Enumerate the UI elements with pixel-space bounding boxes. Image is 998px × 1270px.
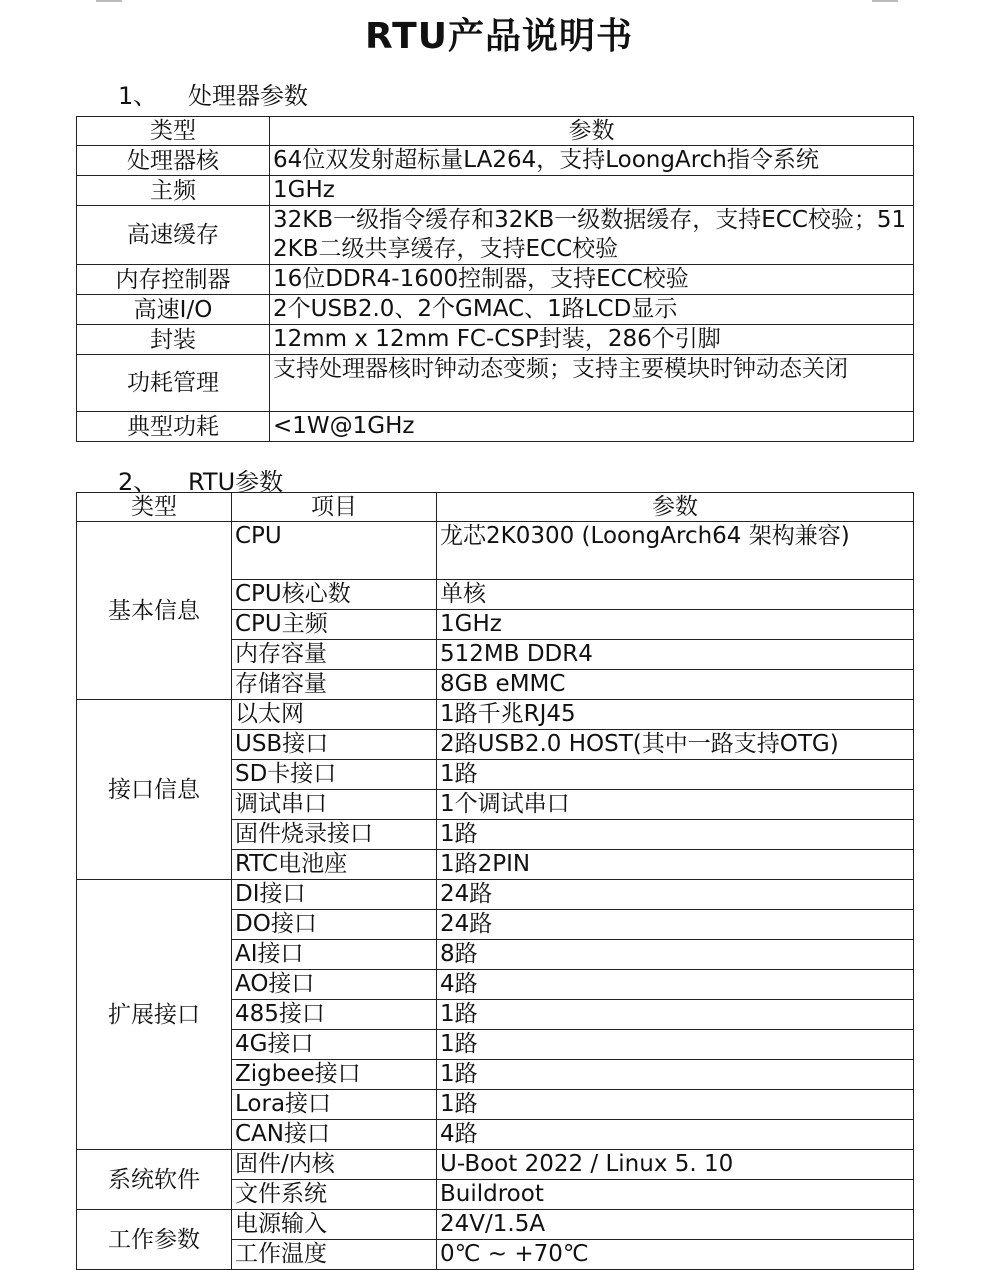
item-cell: DI接口 <box>232 880 437 910</box>
value-cell: U-Boot 2022 / Linux 5. 10 <box>437 1150 914 1180</box>
item-cell: 以太网 <box>232 700 437 730</box>
table-header-row <box>77 493 914 522</box>
value-cell: 24V/1.5A <box>437 1210 914 1240</box>
table-row <box>77 206 914 265</box>
item-cell: AO接口 <box>232 970 437 1000</box>
item-cell: 固件烧录接口 <box>232 820 437 850</box>
type-cell: 功耗管理 <box>77 355 270 412</box>
type-cell: 典型功耗 <box>77 412 270 442</box>
value-cell: 512MB DDR4 <box>437 640 914 670</box>
item-cell: DO接口 <box>232 910 437 940</box>
value-cell: 1路 <box>437 1030 914 1060</box>
value-cell: 4路 <box>437 1120 914 1150</box>
table-row <box>77 265 914 295</box>
value-cell: 8GB eMMC <box>437 670 914 700</box>
header-cell: 参数 <box>270 117 914 146</box>
scan-mark <box>872 0 898 2</box>
type-cell: 高速I/O <box>77 295 270 325</box>
table-row <box>77 176 914 206</box>
item-cell: 内存容量 <box>232 640 437 670</box>
value-cell: 0℃ ~ +70℃ <box>437 1240 914 1270</box>
table-row <box>77 146 914 176</box>
item-cell: RTC电池座 <box>232 850 437 880</box>
value-cell: 1路 <box>437 760 914 790</box>
value-cell: Buildroot <box>437 1180 914 1210</box>
header-cell: 参数 <box>437 493 914 522</box>
header-cell: 类型 <box>77 117 270 146</box>
category-cell: 工作参数 <box>77 1210 232 1270</box>
value-cell: 2路USB2.0 HOST(其中一路支持OTG) <box>437 730 914 760</box>
table-row <box>77 1150 914 1180</box>
type-cell: 主频 <box>77 176 270 206</box>
value-cell: 12mm x 12mm FC-CSP封装，286个引脚 <box>270 325 914 355</box>
item-cell: AI接口 <box>232 940 437 970</box>
item-cell: 电源输入 <box>232 1210 437 1240</box>
value-cell: 16位DDR4-1600控制器，支持ECC校验 <box>270 265 914 295</box>
value-cell: 4路 <box>437 970 914 1000</box>
value-cell: 1路 <box>437 1060 914 1090</box>
item-cell: 4G接口 <box>232 1030 437 1060</box>
value-cell: 支持处理器核时钟动态变频；支持主要模块时钟动态关闭 <box>270 355 914 412</box>
value-cell: 1GHz <box>270 176 914 206</box>
table-row <box>77 522 914 580</box>
processor-params-table <box>76 116 914 442</box>
value-cell: 单核 <box>437 580 914 610</box>
value-cell: 1路 <box>437 1000 914 1030</box>
type-cell: 高速缓存 <box>77 206 270 265</box>
type-cell: 内存控制器 <box>77 265 270 295</box>
value-cell: 1路千兆RJ45 <box>437 700 914 730</box>
item-cell: 文件系统 <box>232 1180 437 1210</box>
section-number: 2、 <box>118 468 158 496</box>
value-cell: 1个调试串口 <box>437 790 914 820</box>
table-row <box>77 325 914 355</box>
value-cell: 1GHz <box>437 610 914 640</box>
value-cell: 64位双发射超标量LA264，支持LoongArch指令系统 <box>270 146 914 176</box>
item-cell: 存储容量 <box>232 670 437 700</box>
item-cell: USB接口 <box>232 730 437 760</box>
table-row <box>77 1210 914 1240</box>
header-cell: 项目 <box>232 493 437 522</box>
value-cell: 1路 <box>437 820 914 850</box>
item-cell: 工作温度 <box>232 1240 437 1270</box>
item-cell: Zigbee接口 <box>232 1060 437 1090</box>
item-cell: 调试串口 <box>232 790 437 820</box>
value-cell: <1W@1GHz <box>270 412 914 442</box>
value-cell: 龙芯2K0300 (LoongArch64 架构兼容) <box>437 522 914 580</box>
section-title: RTU参数 <box>188 468 284 496</box>
item-cell: SD卡接口 <box>232 760 437 790</box>
table-row <box>77 700 914 730</box>
type-cell: 处理器核 <box>77 146 270 176</box>
item-cell: CAN接口 <box>232 1120 437 1150</box>
table-row <box>77 355 914 412</box>
header-cell: 类型 <box>77 493 232 522</box>
value-cell: 24路 <box>437 880 914 910</box>
section-1-heading <box>118 76 308 111</box>
type-cell: 封装 <box>77 325 270 355</box>
category-cell: 接口信息 <box>77 700 232 880</box>
table-row <box>77 295 914 325</box>
table-row <box>77 880 914 910</box>
rtu-params-table <box>76 492 914 1270</box>
category-cell: 扩展接口 <box>77 880 232 1150</box>
category-cell: 系统软件 <box>77 1150 232 1210</box>
value-cell: 2个USB2.0、2个GMAC、1路LCD显示 <box>270 295 914 325</box>
table-row <box>77 412 914 442</box>
page-title: RTU产品说明书 <box>365 16 633 57</box>
scan-mark <box>96 0 122 2</box>
item-cell: 485接口 <box>232 1000 437 1030</box>
item-cell: CPU <box>232 522 437 580</box>
item-cell: CPU核心数 <box>232 580 437 610</box>
section-title: 处理器参数 <box>188 82 308 110</box>
value-cell: 32KB一级指令缓存和32KB一级数据缓存，支持ECC校验；512KB二级共享缓存，支持ECC校验 <box>270 206 914 265</box>
value-cell: 8路 <box>437 940 914 970</box>
section-number: 1、 <box>118 82 158 110</box>
item-cell: 固件/内核 <box>232 1150 437 1180</box>
category-cell: 基本信息 <box>77 522 232 700</box>
value-cell: 1路2PIN <box>437 850 914 880</box>
item-cell: Lora接口 <box>232 1090 437 1120</box>
table-header-row <box>77 117 914 146</box>
value-cell: 1路 <box>437 1090 914 1120</box>
value-cell: 24路 <box>437 910 914 940</box>
item-cell: CPU主频 <box>232 610 437 640</box>
